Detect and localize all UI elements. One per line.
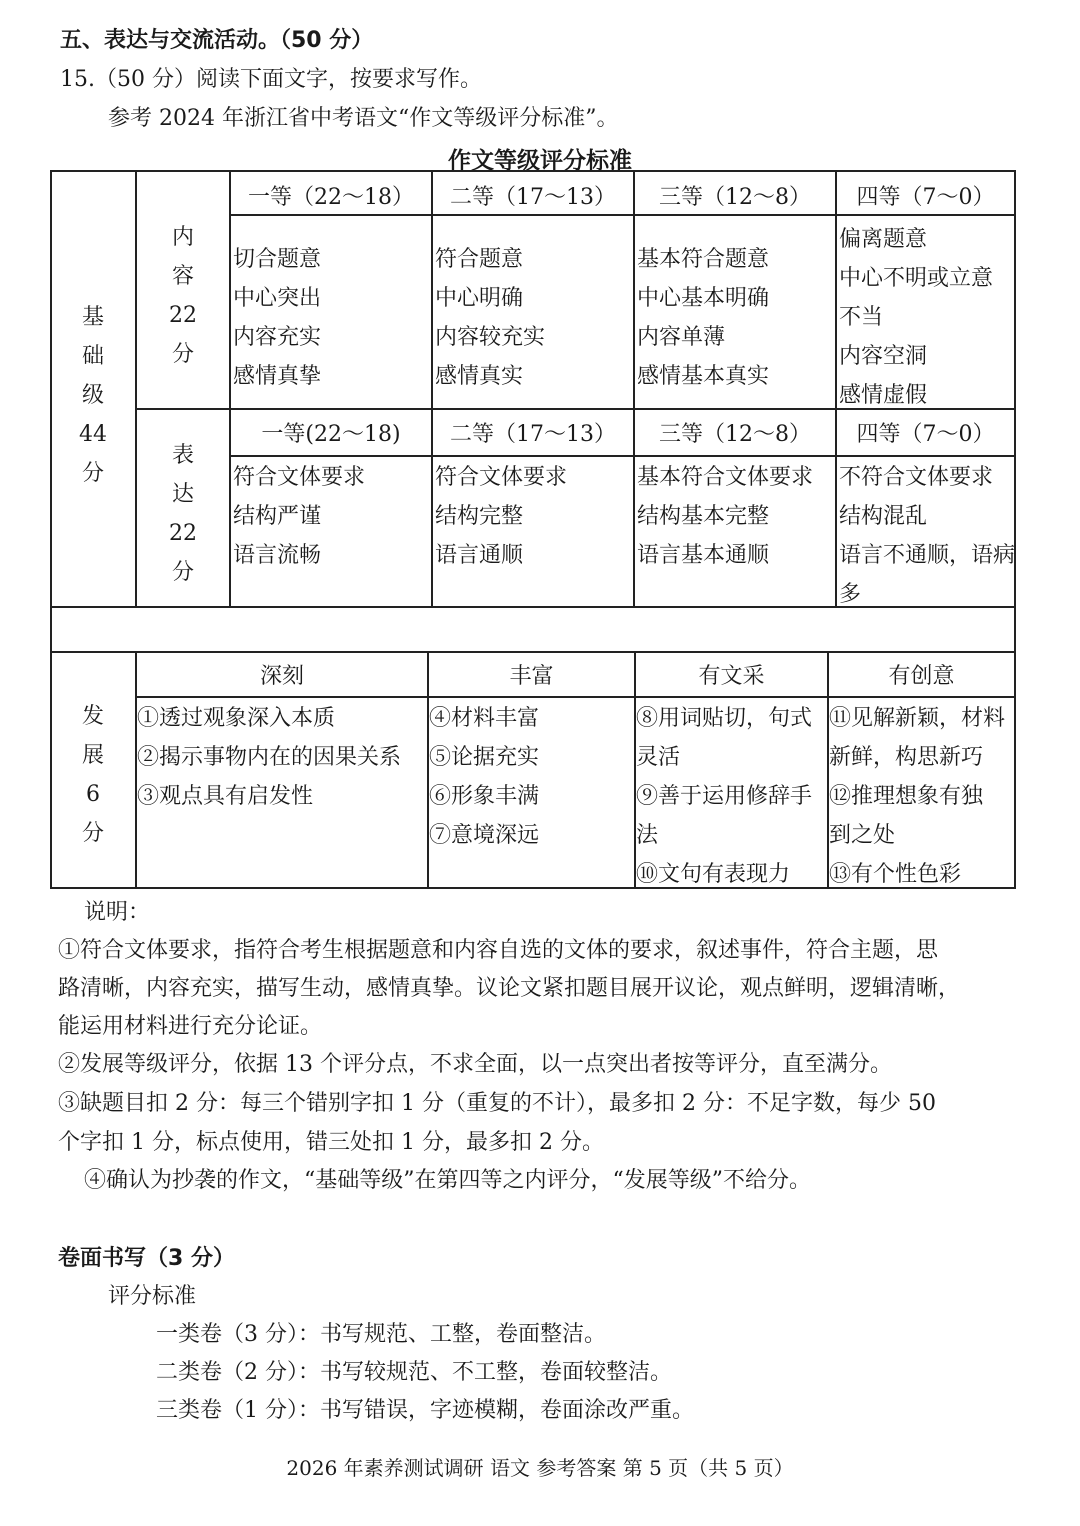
page-footer: 2026 年素养测试调研 语文 参考答案 第 5 页（共 5 页） xyxy=(286,1456,794,1480)
note-line: ②发展等级评分，依据 13 个评分点，不求全面，以一点突出者按等评分，直至满分。 xyxy=(58,1052,892,1077)
note-line: ③缺题目扣 2 分：每三个错别字扣 1 分（重复的不计），最多扣 2 分：不足字数，每少 50 xyxy=(58,1091,936,1116)
question-line: 15.（50 分）阅读下面文字，按要求写作。 xyxy=(60,67,482,92)
handwriting-item: 三类卷（1 分）：书写错误，字迹模糊，卷面涂改严重。 xyxy=(156,1398,694,1423)
expression-cell-3: 基本符合文体要求 结构基本完整 语言基本通顺 xyxy=(637,465,814,568)
expression-cell-2: 符合文体要求 结构完整 语言通顺 xyxy=(435,465,568,568)
expression-grade-2: 二等（17～13） xyxy=(450,422,616,447)
content-grade-3: 三等（12～8） xyxy=(659,185,811,210)
expression-grade-3: 三等（12～8） xyxy=(659,422,811,447)
expression-grade-1: 一等(22～18) xyxy=(261,422,401,447)
content-grade-1: 一等（22～18） xyxy=(248,185,414,210)
development-header-3: 有文采 xyxy=(698,664,765,689)
handwriting-sub: 评分标准 xyxy=(108,1284,197,1309)
development-header-1: 深刻 xyxy=(259,664,304,689)
content-cell-4: 偏离题意 中心不明或立意 不当 内容空洞 感情虚假 xyxy=(839,227,994,408)
section-heading: 五、表达与交流活动。（50 分） xyxy=(60,28,374,53)
development-cell-4: ⑪见解新颖，材料 新鲜，构思新巧 ⑫推理想象有独 到之处 ⑬有个性色彩 xyxy=(829,706,1006,887)
handwriting-item: 二类卷（2 分）：书写较规范、不工整，卷面较整洁。 xyxy=(156,1360,672,1385)
reference-line: 参考 2024 年浙江省中考语文“作文等级评分标准”。 xyxy=(108,106,619,131)
expression-cell-1: 符合文体要求 结构严谨 语言流畅 xyxy=(233,465,366,568)
development-header-4: 有创意 xyxy=(888,664,955,689)
content-grade-4: 四等（7～0） xyxy=(856,185,995,210)
note-line: 路清晰，内容充实，描写生动，感情真挚。议论文紧扣题目展开议论，观点鲜明，逻辑清晰， xyxy=(58,976,961,1001)
content-grade-2: 二等（17～13） xyxy=(450,185,616,210)
notes-heading: 说明： xyxy=(84,900,151,925)
handwriting-item: 一类卷（3 分）：书写规范、工整，卷面整洁。 xyxy=(156,1322,606,1347)
table-title: 作文等级评分标准 xyxy=(448,148,632,174)
note-line: 能运用材料进行充分论证。 xyxy=(58,1014,323,1039)
development-header-2: 丰富 xyxy=(509,664,554,689)
expression-cell-4: 不符合文体要求 结构混乱 语言不通顺，语病 多 xyxy=(839,465,1016,607)
content-label: 内 容 22 分 xyxy=(169,225,197,367)
development-cell-2: ④材料丰富 ⑤论据充实 ⑥形象丰满 ⑦意境深远 xyxy=(429,706,540,848)
development-cell-3: ⑧用词贴切，句式 灵活 ⑨善于运用修辞手 法 ⑩文句有表现力 xyxy=(636,706,813,887)
development-cell-1: ①透过观象深入本质 ②揭示事物内在的因果关系 ③观点具有启发性 xyxy=(137,706,402,809)
note-line: 个字扣 1 分，标点使用，错三处扣 1 分，最多扣 2 分。 xyxy=(58,1130,604,1155)
content-cell-2: 符合题意 中心明确 内容较充实 感情真实 xyxy=(435,247,546,389)
content-cell-3: 基本符合题意 中心基本明确 内容单薄 感情基本真实 xyxy=(637,247,770,389)
expression-label: 表 达 22 分 xyxy=(169,443,197,585)
expression-grade-4: 四等（7～0） xyxy=(856,422,995,447)
content-cell-1: 切合题意 中心突出 内容充实 感情真挚 xyxy=(233,247,322,389)
note-line: ④确认为抄袭的作文，“基础等级”在第四等之内评分，“发展等级”不给分。 xyxy=(84,1168,811,1193)
development-label: 发 展 6 分 xyxy=(81,704,104,846)
note-line: ①符合文体要求，指符合考生根据题意和内容自选的文体的要求，叙述事件，符合主题，思 xyxy=(58,938,939,963)
handwriting-heading: 卷面书写（3 分） xyxy=(58,1246,235,1271)
basic-level-label: 基 础 级 44 分 xyxy=(79,305,107,486)
